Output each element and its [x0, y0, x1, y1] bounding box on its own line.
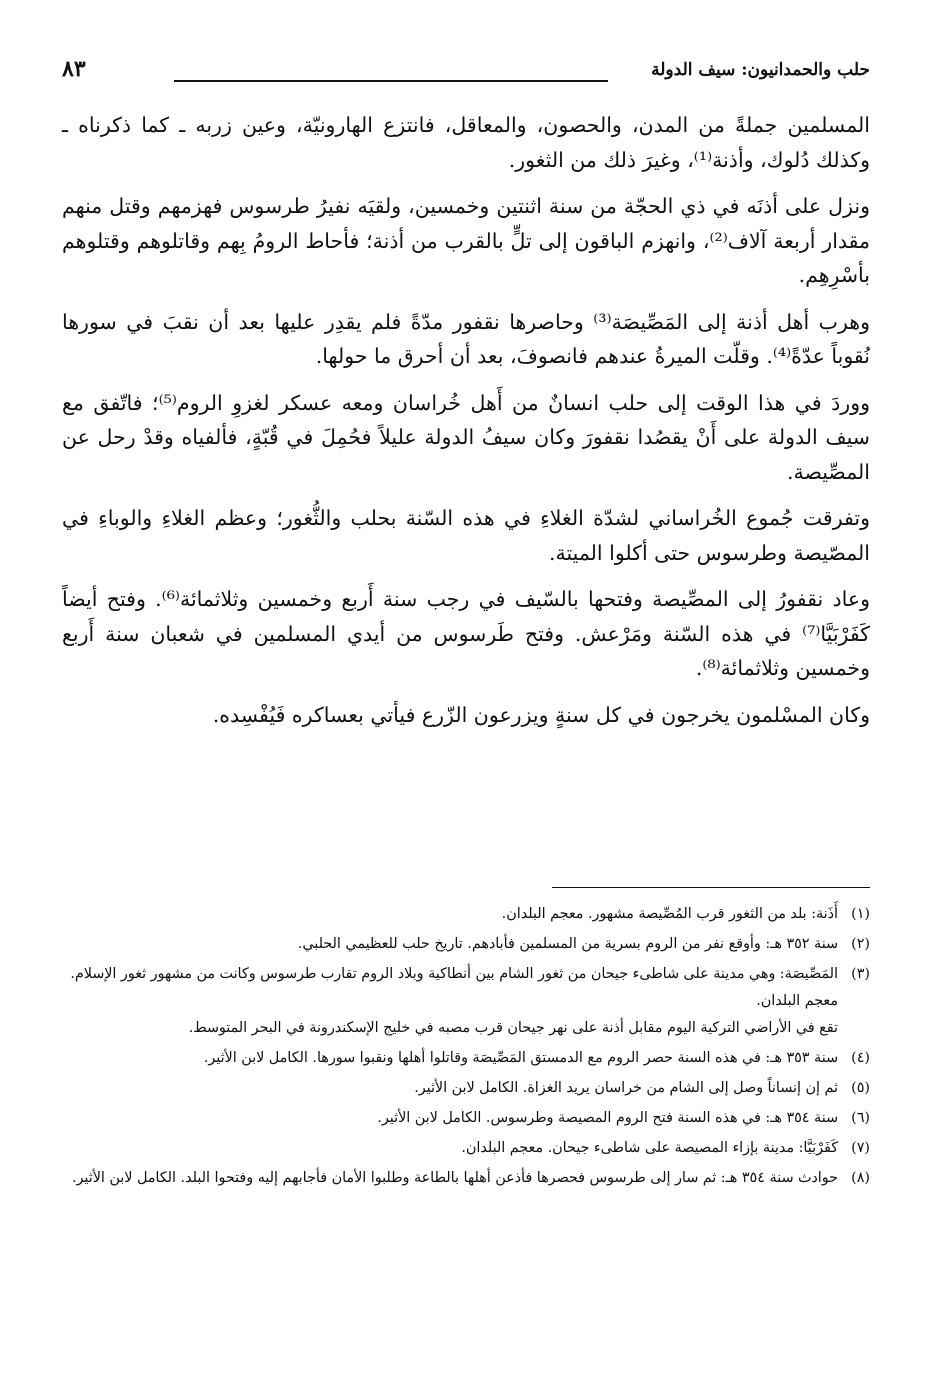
page-number: ٨٣ — [62, 56, 86, 82]
footnote — [62, 1075, 870, 1102]
footnote — [62, 1045, 870, 1072]
footnote-addendum: تقع في الأراضي التركية اليوم مقابل أذنة على نهر جيحان قرب مصبه في خليج الإسكندرونة في البحر المتوسط. — [188, 1020, 838, 1036]
footnote-text: أَذَنة: بلد من الثغور قرب المُصِّيصة مشهور. معجم البلدان. — [501, 906, 838, 922]
page-header — [62, 56, 870, 90]
footnote-number: (٧) — [851, 1140, 870, 1156]
footnote-text: سنة ٣٥٤ هـ: في هذه السنة فتح الروم المصيصة وطرسوس. الكامل لابن الأثير. — [377, 1110, 838, 1126]
footnote — [62, 1105, 870, 1132]
footnote-number: (٤) — [851, 1050, 870, 1066]
footnote-separator — [552, 887, 870, 888]
paragraph: ونزل على أذنَه في ذي الحجّة من سنة اثنتين وخمسين، ولقيَه نفيرُ طرسوس فهزمهم وقتل منهم مقدار أربعة آلاف⁽²⁾، وانهزم الباقون إلى تلٍّ بالقرب من أذنة؛ فأحاط الرومُ بِهم وقاتلوهم وقتلوهم بأسْرِهِم. — [62, 194, 871, 287]
paragraph: وعاد نقفورُ إلى المصِّيصة وفتحها بالسّيف في رجب سنة أَربع وخمسين وثلاثمائة⁽⁶⁾. وفتح أيضاً كَفَرْبَيَّا⁽⁷⁾ في هذه السّنة ومَرْعش. وفتح طَرسوس من أيدي المسلمين في شعبان سنة أَربع وخمسين وثلاثمائة⁽⁸⁾. — [62, 587, 870, 680]
main-text — [62, 108, 870, 744]
header-rule — [174, 80, 608, 82]
footnote-text: كَفَرْبَيَّا: مدينة بإزاء المصيصة على شاطىء جيحان. معجم البلدان. — [461, 1140, 838, 1156]
footnote — [62, 961, 870, 1042]
footnote-number: (٦) — [851, 1110, 870, 1126]
footnote-body — [62, 961, 842, 1042]
paragraph: ووردَ في هذا الوقت إلى حلب انسانٌ من أَهل خُراسان ومعه عسكر لغزوِ الروم⁽⁵⁾؛ فاتّفق مع سيف الدولة على أَنْ يقصُدا نقفورَ وكان سيفُ الدولة عليلاً فحُمِلَ في قُبّةٍ، فألفياه وقدْ رحل عن المصِّيصة. — [62, 390, 870, 484]
footnote — [62, 901, 870, 928]
paragraph: وكان المسْلمون يخرجون في كل سنةٍ ويزرعون الزّرع فيأتي بعساكره فَيُفْسِده. — [212, 702, 870, 727]
footnote-number: (٢) — [851, 936, 870, 952]
footnote-text: المَصِّيصَة: وهي مدينة على شاطىء جيحان من ثغور الشام بين أنطاكية وبلاد الروم تقارب طرسوس وكانت من مشهور ثغور الإسلام. معجم البلدان. — [70, 966, 838, 1009]
running-title: حلب والحمدانيون: سيف الدولة — [651, 60, 870, 80]
footnote-number: (١) — [851, 906, 870, 922]
footnotes — [62, 901, 870, 1195]
footnote-number: (٨) — [851, 1170, 870, 1186]
footnote — [62, 1165, 870, 1192]
footnote-text: سنة ٣٥٢ هـ: وأوقع نفر من الروم بسرية من المسلمين فأبادهم. تاريخ حلب للعظيمي الحلبي. — [297, 936, 838, 952]
paragraph: وتفرقت جُموع الخُراساني لشدّة الغلاءِ في هذه السّنة بحلب والثُّغور؛ وعظم الغلاءِ والوباءِ في المصّيصة وطرسوس حتى أكلوا الميتة. — [62, 506, 870, 565]
footnote-number: (٥) — [851, 1080, 870, 1096]
footnote — [62, 1135, 870, 1162]
footnote-text: ثم إن إنساناً وصل إلى الشام من خراسان يريد الغزاة. الكامل لابن الأثير. — [414, 1080, 838, 1096]
paragraph: وهرب أهل أذنة إلى المَصِّيصَة⁽³⁾ وحاصرها نقفور مدّةً فلم يقدِر عليها بعد أن نقبَ في سورها نُقوباً عدّةً⁽⁴⁾. وقلّت الميرةُ عندهم فانصوفَ، بعد أن أحرق ما حولها. — [62, 309, 871, 368]
footnote-number: (٣) — [851, 966, 870, 982]
paragraph: المسلمين جملةً من المدن، والحصون، والمعاقل، فانتزع الهارونيّة، وعين زربه ـ كما ذكرناه ـ وكذلك دُلوك، وأذنة⁽¹⁾، وغيرَ ذلك من الثغور. — [62, 113, 870, 172]
footnote — [62, 931, 870, 958]
footnote-text: حوادث سنة ٣٥٤ هـ: ثم سار إلى طرسوس فحصرها فأذعن أهلها بالطاعة وطلبوا الأمان فأجابهم إليه وفتحوا البلد. الكامل لابن الأثير. — [71, 1170, 838, 1186]
footnote-text: سنة ٣٥٣ هـ: في هذه السنة حصر الروم مع الدمستق المَصِّيصَة وقاتلوا أهلها ونقبوا سورها. الكامل لابن الأثير. — [203, 1050, 838, 1066]
